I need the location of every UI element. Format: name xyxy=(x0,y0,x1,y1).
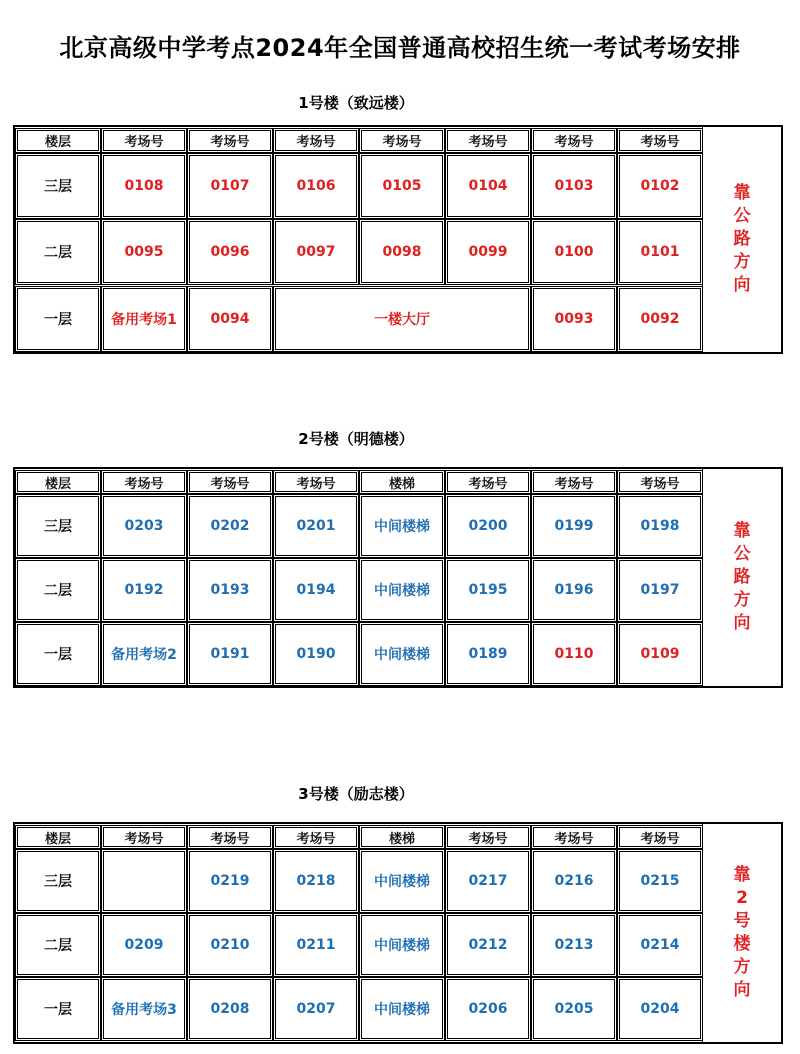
floor-header: 楼层 xyxy=(15,470,101,494)
exam-room-cell: 0191 xyxy=(187,622,273,686)
column-header: 楼梯 xyxy=(359,825,445,849)
stairs-cell: 中间楼梯 xyxy=(359,558,445,622)
exam-room-cell: 0194 xyxy=(273,558,359,622)
exam-room-cell: 0100 xyxy=(531,219,617,285)
exam-room-cell: 0197 xyxy=(617,558,703,622)
exam-room-cell: 0195 xyxy=(445,558,531,622)
stairs-cell: 中间楼梯 xyxy=(359,913,445,977)
exam-room-cell: 0109 xyxy=(617,622,703,686)
exam-room-cell: 0209 xyxy=(101,913,187,977)
stairs-cell: 中间楼梯 xyxy=(359,849,445,913)
exam-room-cell: 0104 xyxy=(445,153,531,219)
building-1-direction-label xyxy=(702,127,781,352)
column-header: 考场号 xyxy=(273,470,359,494)
exam-room-cell: 0218 xyxy=(273,849,359,913)
exam-room-cell: 0110 xyxy=(531,622,617,686)
direction-char: 路 xyxy=(733,567,751,587)
exam-room-cell: 0215 xyxy=(617,849,703,913)
column-header: 考场号 xyxy=(101,825,187,849)
floor-label: 二层 xyxy=(15,558,101,622)
backup-room-cell: 备用考场1 xyxy=(101,286,187,352)
exam-room-cell: 0216 xyxy=(531,849,617,913)
floor-label: 二层 xyxy=(15,219,101,285)
exam-room-cell: 0095 xyxy=(101,219,187,285)
exam-room-cell: 0093 xyxy=(531,286,617,352)
floor-label: 二层 xyxy=(15,913,101,977)
stairs-cell: 中间楼梯 xyxy=(359,622,445,686)
exam-room-cell: 0198 xyxy=(617,494,703,558)
column-header: 考场号 xyxy=(445,470,531,494)
exam-room-cell: 0094 xyxy=(187,286,273,352)
empty-cell xyxy=(101,849,187,913)
exam-room-cell: 0106 xyxy=(273,153,359,219)
exam-room-cell: 0098 xyxy=(359,219,445,285)
exam-room-cell: 0208 xyxy=(187,977,273,1041)
building-1-title: 1号楼（致远楼） xyxy=(298,94,414,112)
exam-room-cell: 0200 xyxy=(445,494,531,558)
column-header: 考场号 xyxy=(445,128,531,153)
direction-char: 方 xyxy=(733,590,751,610)
exam-room-cell: 0099 xyxy=(445,219,531,285)
floor-label: 三层 xyxy=(15,494,101,558)
direction-char: 向 xyxy=(733,275,751,295)
exam-room-cell: 0201 xyxy=(273,494,359,558)
exam-room-cell: 0211 xyxy=(273,913,359,977)
exam-room-cell: 0189 xyxy=(445,622,531,686)
lobby-cell: 一楼大厅 xyxy=(273,286,531,352)
exam-room-cell: 0214 xyxy=(617,913,703,977)
column-header: 考场号 xyxy=(617,470,703,494)
exam-room-cell: 0219 xyxy=(187,849,273,913)
column-header: 考场号 xyxy=(531,128,617,153)
direction-char: 靠 xyxy=(733,183,751,203)
column-header: 考场号 xyxy=(531,825,617,849)
backup-room-cell: 备用考场2 xyxy=(101,622,187,686)
exam-room-cell: 0102 xyxy=(617,153,703,219)
direction-char: 靠 xyxy=(733,865,751,885)
column-header: 考场号 xyxy=(187,825,273,849)
column-header: 考场号 xyxy=(617,825,703,849)
page-title: 北京高级中学考点2024年全国普通高校招生统一考试考场安排 xyxy=(59,34,741,62)
direction-char: 公 xyxy=(733,544,751,564)
exam-room-cell: 0192 xyxy=(101,558,187,622)
column-header: 考场号 xyxy=(187,470,273,494)
exam-room-cell: 0205 xyxy=(531,977,617,1041)
exam-room-cell: 0107 xyxy=(187,153,273,219)
direction-char: 方 xyxy=(733,957,751,977)
exam-room-cell: 0202 xyxy=(187,494,273,558)
exam-room-cell: 0199 xyxy=(531,494,617,558)
column-header: 考场号 xyxy=(359,128,445,153)
direction-char: 路 xyxy=(733,229,751,249)
direction-char: 楼 xyxy=(733,934,751,954)
column-header: 考场号 xyxy=(273,128,359,153)
exam-room-cell: 0210 xyxy=(187,913,273,977)
exam-room-cell: 0190 xyxy=(273,622,359,686)
stairs-cell: 中间楼梯 xyxy=(359,494,445,558)
exam-room-cell: 0196 xyxy=(531,558,617,622)
backup-room-cell: 备用考场3 xyxy=(101,977,187,1041)
floor-header: 楼层 xyxy=(15,128,101,153)
exam-room-cell: 0103 xyxy=(531,153,617,219)
exam-room-cell: 0096 xyxy=(187,219,273,285)
exam-room-cell: 0217 xyxy=(445,849,531,913)
exam-room-cell: 0203 xyxy=(101,494,187,558)
floor-label: 一层 xyxy=(15,977,101,1041)
floor-label: 三层 xyxy=(15,849,101,913)
floor-label: 一层 xyxy=(15,622,101,686)
column-header: 考场号 xyxy=(531,470,617,494)
stairs-cell: 中间楼梯 xyxy=(359,977,445,1041)
floor-header: 楼层 xyxy=(15,825,101,849)
direction-char: 2 xyxy=(736,888,748,908)
exam-room-cell: 0108 xyxy=(101,153,187,219)
exam-room-cell: 0101 xyxy=(617,219,703,285)
direction-char: 向 xyxy=(733,613,751,633)
column-header: 考场号 xyxy=(101,470,187,494)
building-2-title: 2号楼（明德楼） xyxy=(298,430,414,448)
direction-char: 向 xyxy=(733,980,751,1000)
exam-room-cell: 0204 xyxy=(617,977,703,1041)
direction-char: 靠 xyxy=(733,521,751,541)
building-2-direction-label xyxy=(702,469,781,686)
exam-room-cell: 0213 xyxy=(531,913,617,977)
building-3-title: 3号楼（励志楼） xyxy=(298,785,414,803)
column-header: 考场号 xyxy=(101,128,187,153)
exam-room-cell: 0193 xyxy=(187,558,273,622)
column-header: 考场号 xyxy=(187,128,273,153)
floor-label: 三层 xyxy=(15,153,101,219)
floor-label: 一层 xyxy=(15,286,101,352)
direction-char: 公 xyxy=(733,206,751,226)
exam-room-cell: 0105 xyxy=(359,153,445,219)
direction-char: 号 xyxy=(733,911,751,931)
column-header: 考场号 xyxy=(617,128,703,153)
exam-room-cell: 0092 xyxy=(617,286,703,352)
column-header: 楼梯 xyxy=(359,470,445,494)
column-header: 考场号 xyxy=(445,825,531,849)
building-3-direction-label xyxy=(702,824,781,1042)
exam-room-cell: 0097 xyxy=(273,219,359,285)
column-header: 考场号 xyxy=(273,825,359,849)
direction-char: 方 xyxy=(733,252,751,272)
exam-room-cell: 0207 xyxy=(273,977,359,1041)
exam-room-cell: 0206 xyxy=(445,977,531,1041)
exam-room-cell: 0212 xyxy=(445,913,531,977)
